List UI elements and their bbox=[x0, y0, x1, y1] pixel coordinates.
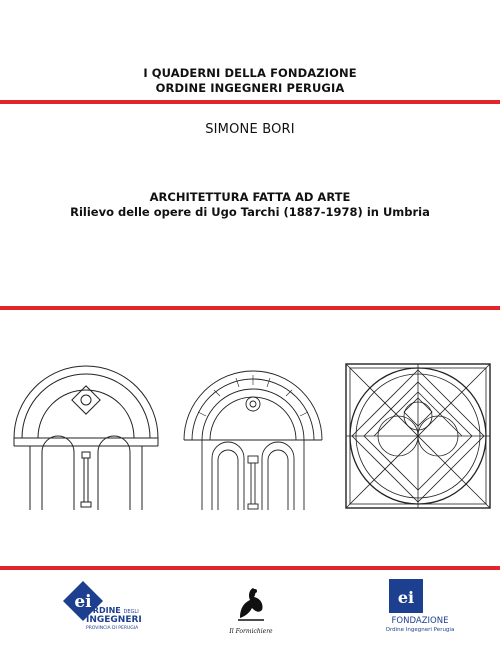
svg-text:ei: ei bbox=[74, 592, 92, 612]
arch-drawing-left bbox=[10, 360, 162, 510]
arch-drawing-center bbox=[178, 360, 328, 510]
title-main: ARCHITETTURA FATTA AD ARTE bbox=[149, 190, 351, 204]
book-title bbox=[0, 190, 500, 220]
publisher-name: Il Formichiere bbox=[229, 628, 273, 635]
bottom-red-rule bbox=[0, 566, 500, 570]
fondazione-line1: FONDAZIONE bbox=[391, 616, 449, 626]
ordine-line3: PROVINCIA DI PERUGIA bbox=[86, 626, 139, 631]
top-red-rule bbox=[0, 100, 500, 104]
fondazione-emblem-icon bbox=[388, 578, 424, 614]
series-line-1: I QUADERNI DELLA FONDAZIONE bbox=[143, 66, 357, 80]
fondazione-logo bbox=[370, 578, 470, 642]
ant-emblem-icon bbox=[234, 584, 268, 624]
svg-text:ei: ei bbox=[397, 588, 415, 607]
ordine-line1b: DEGLI bbox=[123, 609, 139, 615]
series-line-2: ORDINE INGEGNERI PERUGIA bbox=[155, 81, 345, 95]
ordine-ingegneri-logo bbox=[62, 580, 152, 640]
middle-red-rule bbox=[0, 306, 500, 310]
ordine-line1: ORDINE bbox=[86, 606, 121, 615]
series-title bbox=[0, 66, 500, 96]
fondazione-line2: Ordine Ingegneri Perugia bbox=[385, 627, 455, 633]
geometric-construction-drawing bbox=[344, 362, 492, 512]
ordine-line2: INGEGNERI bbox=[86, 615, 142, 625]
publisher-logo bbox=[226, 584, 276, 644]
title-subtitle: Rilievo delle opere di Ugo Tarchi (1887-1978) in Umbria bbox=[70, 205, 430, 219]
author-name: SIMONE BORI bbox=[205, 122, 295, 137]
